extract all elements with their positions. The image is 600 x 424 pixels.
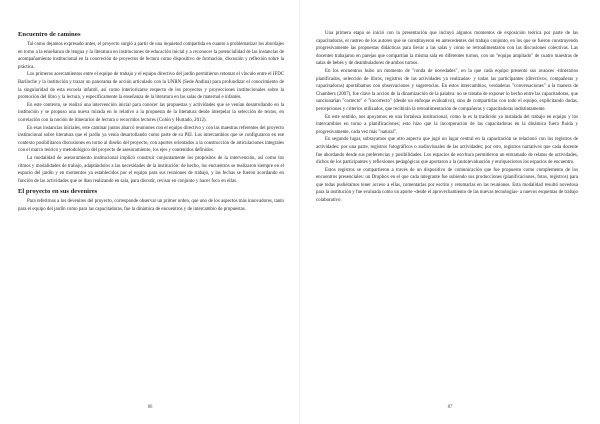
paragraph: La modalidad de asesoramiento institucional implicó construir conjuntamente los propósitos de la intervención, así como los ritmos y modalidades de trabajo, adaptándolos a las necesidades de la institución: de hecho, los encuentros se realizaron siempre en el espacio del jardín y en momentos ya establecidos por el equipo para sus reuniones de trabajo, y las fechas se fueron acordando en función de las actividades que se iban realizando en sala, para discutir, revisar en conjunto y hacer foco en ellas. [18, 155, 284, 184]
page-number: 87 [447, 405, 453, 410]
right-page [300, 0, 600, 424]
paragraph: Estos registros se compartieron a través de un dispositivo de comunicación que fue propuesto como complemento de los encuentros presenciales: un Dropbox en el que cada integrante fue subiendo sus producciones (planificaciones, fotos, registros) para que todas pudiéramos tener acceso a ellas, comentarlas por escrito y retomarlas en las reuniones. Esta modalidad resultó novedosa para la institución y fue evaluada como un aporte -desde el aprovechamiento de las nuevas tecnologías- a nuevos esquemas de trabajo colaborativo. [316, 167, 578, 204]
paragraph: En esas instancias iniciales, este caminar juntos abarcó reuniones con el equipo directivo y con las maestras referentes del proyecto institucional sobre literatura que el jardín ya venía desarrollando como parte de su PEI. Los intercambios que se configuraron en ese contexto posibilitaron discusiones en torno al diseño del proyecto, con aportes orientados a la construcción de articulaciones integrales con el marco teórico y metodológico del proyecto de asesoramiento, los ejes y contenidos definidos. [18, 125, 284, 154]
section-heading: Encuentro de caminos [18, 31, 81, 38]
paragraph: Para referirnos a los devenires del proyecto, corresponde observar un primer orden, que uno de los aspectos más innovadores, tanto para el equipo del jardín como para las capacitadoras, fue la dinámica de encuentros y de intercambio de propuestas. [18, 199, 284, 212]
paragraph: En este contexto, se realizó una intervención inicial para conocer las propuestas y actividades que se venían desarrollando en la institución y se propuso una nueva mirada en lo relativo a la propuesta de la literatura desde interpelar la selección de textos, en correlación con la noción de itinerarios de lectura o recorridos lectores (Colón y Hurtado, 2012). [18, 102, 284, 123]
section-heading: El proyecto en sus devenires [18, 188, 98, 196]
paragraph: En los encuentros hubo un momento de "ronda de novedades", en la que cada equipo presentó sus avances -itinerarios planificados, selección de libros, registros de las actividades ya realizadas- y todas las participantes (directivos, compañeras y capacitadoras) aportábamos con observaciones y sugerencias. En estos intercambios, verdaderas "conversaciones" a la manera de Chambers (2007), fue clave la acción de la dinamización de la palabra: no se trataba de exponer lo hecho entre las capacitadoras, que sancionarían "correcto" o "incorrecto" (desde un enfoque evaluativo), sino de compartirlas con todo el equipo, explicitando dudas, percepciones y criterios utilizados, que recibirán la retroalimentación de compañeras y capacitadoras indistintamente. [316, 68, 578, 112]
paragraph: Los primeros acercamientos entre el equipo de trabajo y el equipo directivo del jardín permitieron retomar el vínculo entre el IFDC Bariloche y la institución y trazar un panorama de acción articulado con la UNRN (Sede Andina) para profundizar el conocimiento de la singularidad de esta escuela infantil, así como interiorizarse respecto de los proyectos y proyecciones institucionales sobre la promoción del libro y la lectura, y especificamente la enseñanza de la literatura en las salas de maternal e infantes. [18, 72, 284, 101]
paragraph: En segundo lugar, subrayamos que otro aspecto que jugó un lugar central en la capacitación se relacionó con los registros de actividades: por una parte, registros fotográficos o audiovisuales de las actividades; por otro, registros narrativos que cada docente fue abordando desde sus preferencias y posibilidades. Los espacios de escritura permitieron un entramado de relatos de actividades, dichos de los participantes y reflexiones pedagógicas que aportaron a la (auto)evaluación y enriquecieron los espacios de encuentro. [316, 137, 578, 166]
page-number: 86 [147, 405, 153, 410]
paragraph: Tal como dejamos expresado antes, el proyecto surgió a partir de una inquietud compartida en cuanto a problematizar los abordajes en torno a la enseñanza de lengua y la literatura en instituciones de educación inicial y a reconocer la potencialidad de las instancias de acompañamiento institucional en la concreción de proyectos de lectura como dispositivo de formación, discusión y reflexión sobre la práctica. [18, 42, 284, 70]
paragraph: Una primera etapa se inició con la presentación que incluyó algunos momentos de exposición teórica por parte de las capacitadoras, el rastreo de los autores que se constituyeron en antecedentes del trabajo conjunto, en los que se fueron construyendo progresivamente las propuestas didácticas para llevar a las salas y cómo se retroalimentaron con las discusiones colectivas. Las docentes trabajaron en parejas que compartían la misma sala en diferentes turnos, con un "equipo ampliado" de cuatro maestras de salas de bebés y de deambuladores de ambos turnos. [316, 31, 578, 67]
paragraph: En este sentido, nos apoyamos en una fortaleza institucional, como lo es la tradición ya instalada del trabajo en equipo y los intercambios en torno a planificaciones; esto hizo que la incorporación de las capacitadoras en la dinámica fuera fluida y progresivamente, cada vez más "natural". [316, 114, 578, 135]
